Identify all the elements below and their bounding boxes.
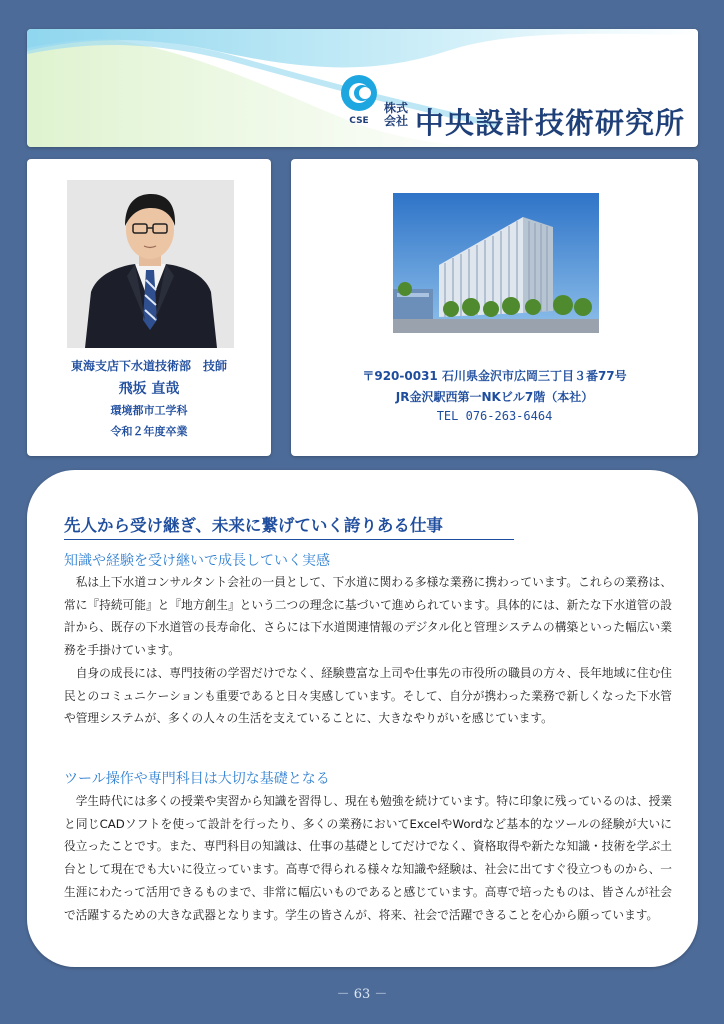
section-heading: 知識や経験を受け継いで成長していく実感 [64,553,330,569]
paragraph: 自身の成長には、専門技術の学習だけでなく、経験豊富な上司や仕事先の市役所の職員の方々、長年地域に住む住民とのコミュニケーションも重要であると日々実感しています。そして、自分が携わった業務で新しくなった下水管や管理システムが、多くの人々の生活を支えていることに、大きなやりがいを感じています。 [64,665,672,726]
company-card [291,159,698,456]
section-heading: ツール操作や専門科目は大切な基礎となる [64,771,330,787]
section-body [64,790,672,926]
company-type-bottom: 会社 [384,114,409,128]
company-address-line2: JR金沢駅西第一NKビル7階（本社） [395,390,594,404]
person-department-title: 東海支店下水道技術部 技師 [70,359,227,373]
person-photo [67,180,234,348]
header-banner [27,29,698,147]
company-phone: TEL 076-263-6464 [436,409,553,423]
company-type-label [384,102,418,128]
article-card [27,470,698,967]
section-body [64,571,672,730]
person-name: 飛坂 直哉 [118,381,180,397]
paragraph: 私は上下水道コンサルタント会社の一員として、下水道に関わる多様な業務に携わっています。これらの業務は、常に『持続可能』と『地方創生』という二つの理念に基づいて進められています。具体的には、新たな下水道管の設計から、既存の下水道管の長寿命化、さらには下水道関連情報のデジタル化と管理システムの構築といった幅広い業務を手掛けています。 [64,575,672,658]
company-logo-icon [339,73,379,127]
article-title: 先人から受け継ぎ、未来に繋げていく誇りある仕事 [64,512,514,540]
person-card [27,159,271,456]
person-graduation: 令和２年度卒業 [110,425,188,438]
building-photo [393,193,599,333]
page-number: － 63 － [336,987,388,1002]
logo-text: CSE [349,116,369,126]
company-name: 中央設計技術研究所 [415,106,686,140]
person-course: 環境都市工学科 [110,404,188,417]
company-address-line1: 〒920-0031 石川県金沢市広岡三丁目３番77号 [362,369,627,383]
paragraph: 学生時代には多くの授業や実習から知識を習得し、現在も勉強を続けています。特に印象に残っているのは、授業と同じCADソフトを使って設計を行ったり、多くの業務においてExcelやWordなど基本的なツールの経験が大いに役立ったことです。また、専門科目の知識は、仕事の基礎としてだけでなく、資格取得や新たな知識・技術を学ぶ土台として現在でも大いに役立っています。高専で得られる様々な知識や経験は、社会に出てすぐ役立つものから、一生涯にわたって活用できるものまで、非常に幅広いものであると感じています。高専で培ったものは、皆さんが社会で活躍するための大きな武器となります。学生の皆さんが、将来、社会で活躍できることを心から願っています。 [64,794,672,922]
company-type-top: 株式 [384,101,409,115]
